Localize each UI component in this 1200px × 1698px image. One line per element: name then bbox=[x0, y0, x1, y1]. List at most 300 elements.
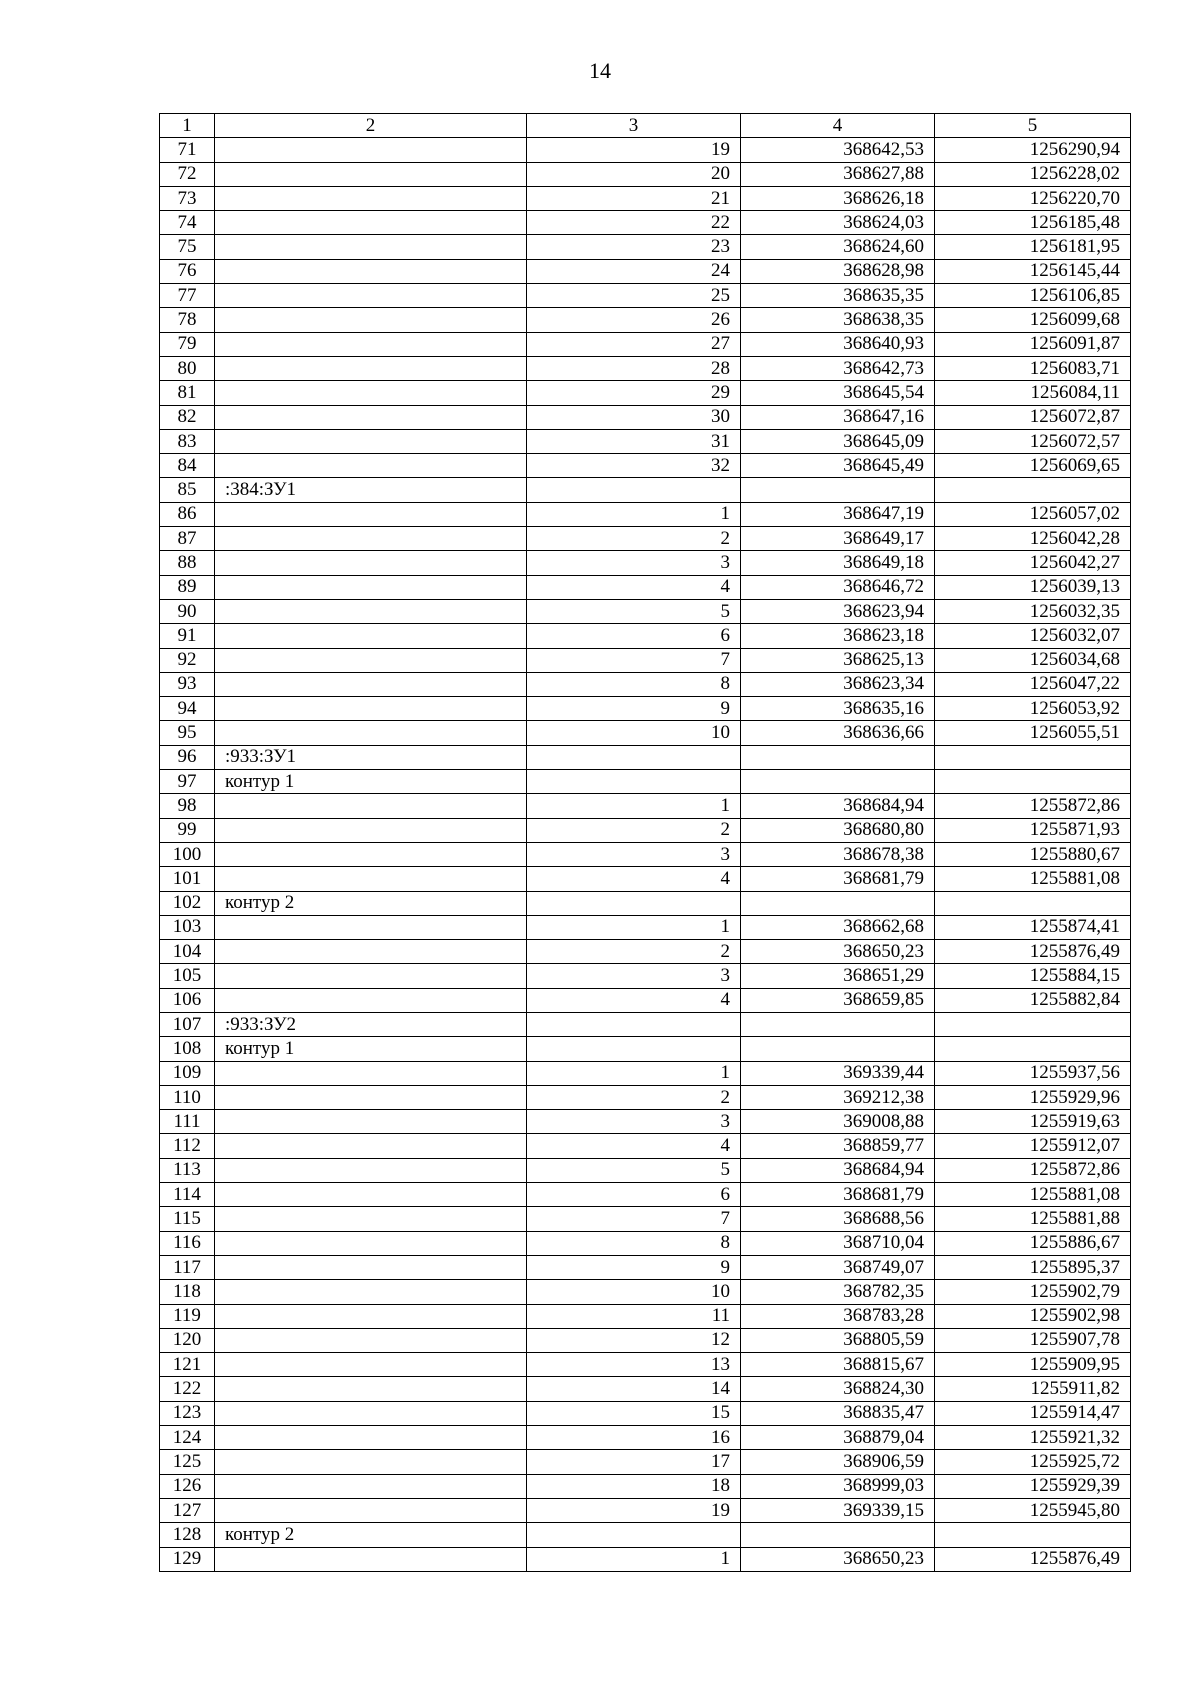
x-coordinate-cell bbox=[741, 891, 935, 915]
designation-cell bbox=[215, 429, 527, 453]
x-coordinate-cell: 368805,59 bbox=[741, 1328, 935, 1352]
designation-cell bbox=[215, 1207, 527, 1231]
point-number-cell: 6 bbox=[527, 1183, 741, 1207]
designation-cell bbox=[215, 1377, 527, 1401]
designation-cell bbox=[215, 1183, 527, 1207]
row-number-cell: 79 bbox=[160, 332, 215, 356]
row-number-cell: 112 bbox=[160, 1134, 215, 1158]
row-number-cell: 101 bbox=[160, 867, 215, 891]
y-coordinate-cell bbox=[935, 1037, 1131, 1061]
row-number-cell: 73 bbox=[160, 186, 215, 210]
designation-cell bbox=[215, 599, 527, 623]
row-number-cell: 90 bbox=[160, 599, 215, 623]
table-row bbox=[160, 915, 1131, 939]
point-number-cell: 19 bbox=[527, 1498, 741, 1522]
x-coordinate-cell: 368623,94 bbox=[741, 599, 935, 623]
row-number-cell: 128 bbox=[160, 1523, 215, 1547]
row-number-cell: 122 bbox=[160, 1377, 215, 1401]
table-row bbox=[160, 1255, 1131, 1279]
x-coordinate-cell: 368662,68 bbox=[741, 915, 935, 939]
table-row bbox=[160, 405, 1131, 429]
x-coordinate-cell: 368623,34 bbox=[741, 672, 935, 696]
x-coordinate-cell: 368879,04 bbox=[741, 1426, 935, 1450]
point-number-cell: 23 bbox=[527, 235, 741, 259]
point-number-cell: 4 bbox=[527, 575, 741, 599]
x-coordinate-cell: 368659,85 bbox=[741, 988, 935, 1012]
x-coordinate-cell: 368650,23 bbox=[741, 1547, 935, 1571]
row-number-cell: 103 bbox=[160, 915, 215, 939]
table-row bbox=[160, 1426, 1131, 1450]
designation-cell bbox=[215, 381, 527, 405]
coordinates-table bbox=[159, 113, 1131, 1572]
designation-cell bbox=[215, 162, 527, 186]
point-number-cell: 7 bbox=[527, 1207, 741, 1231]
y-coordinate-cell: 1255881,88 bbox=[935, 1207, 1131, 1231]
x-coordinate-cell: 368651,29 bbox=[741, 964, 935, 988]
row-number-cell: 123 bbox=[160, 1401, 215, 1425]
x-coordinate-cell bbox=[741, 745, 935, 769]
point-number-cell: 3 bbox=[527, 551, 741, 575]
designation-cell bbox=[215, 356, 527, 380]
table-row bbox=[160, 1547, 1131, 1571]
y-coordinate-cell: 1256039,13 bbox=[935, 575, 1131, 599]
point-number-cell: 3 bbox=[527, 842, 741, 866]
point-number-cell: 11 bbox=[527, 1304, 741, 1328]
table-row bbox=[160, 138, 1131, 162]
y-coordinate-cell: 1256145,44 bbox=[935, 259, 1131, 283]
table-row bbox=[160, 648, 1131, 672]
designation-cell bbox=[215, 454, 527, 478]
designation-cell bbox=[215, 1450, 527, 1474]
point-number-cell: 15 bbox=[527, 1401, 741, 1425]
designation-cell bbox=[215, 1328, 527, 1352]
table-row bbox=[160, 624, 1131, 648]
row-number-cell: 98 bbox=[160, 794, 215, 818]
table-row bbox=[160, 721, 1131, 745]
designation-cell bbox=[215, 1110, 527, 1134]
table-row bbox=[160, 186, 1131, 210]
designation-cell bbox=[215, 1498, 527, 1522]
point-number-cell bbox=[527, 891, 741, 915]
table-row bbox=[160, 162, 1131, 186]
y-coordinate-cell: 1256042,28 bbox=[935, 527, 1131, 551]
x-coordinate-cell: 368782,35 bbox=[741, 1280, 935, 1304]
y-coordinate-cell: 1255881,08 bbox=[935, 1183, 1131, 1207]
designation-cell bbox=[215, 964, 527, 988]
designation-cell: контур 1 bbox=[215, 770, 527, 794]
x-coordinate-cell: 368624,60 bbox=[741, 235, 935, 259]
designation-cell bbox=[215, 502, 527, 526]
point-number-cell: 3 bbox=[527, 964, 741, 988]
designation-cell bbox=[215, 1426, 527, 1450]
table-row bbox=[160, 794, 1131, 818]
y-coordinate-cell: 1255902,79 bbox=[935, 1280, 1131, 1304]
y-coordinate-cell: 1255882,84 bbox=[935, 988, 1131, 1012]
designation-cell bbox=[215, 648, 527, 672]
designation-cell bbox=[215, 284, 527, 308]
x-coordinate-cell: 368628,98 bbox=[741, 259, 935, 283]
row-number-cell: 96 bbox=[160, 745, 215, 769]
y-coordinate-cell: 1256091,87 bbox=[935, 332, 1131, 356]
point-number-cell: 22 bbox=[527, 211, 741, 235]
y-coordinate-cell: 1255872,86 bbox=[935, 1158, 1131, 1182]
table-row bbox=[160, 429, 1131, 453]
x-coordinate-cell bbox=[741, 770, 935, 794]
y-coordinate-cell: 1256047,22 bbox=[935, 672, 1131, 696]
row-number-cell: 102 bbox=[160, 891, 215, 915]
y-coordinate-cell: 1255880,67 bbox=[935, 842, 1131, 866]
designation-cell bbox=[215, 672, 527, 696]
table-row bbox=[160, 697, 1131, 721]
point-number-cell: 10 bbox=[527, 1280, 741, 1304]
row-number-cell: 116 bbox=[160, 1231, 215, 1255]
table-row bbox=[160, 478, 1131, 502]
y-coordinate-cell: 1256055,51 bbox=[935, 721, 1131, 745]
row-number-cell: 115 bbox=[160, 1207, 215, 1231]
x-coordinate-cell: 369339,44 bbox=[741, 1061, 935, 1085]
page-number: 14 bbox=[589, 58, 611, 83]
point-number-cell: 32 bbox=[527, 454, 741, 478]
x-coordinate-cell: 368783,28 bbox=[741, 1304, 935, 1328]
point-number-cell: 20 bbox=[527, 162, 741, 186]
designation-cell bbox=[215, 1158, 527, 1182]
header-cell-1: 1 bbox=[160, 114, 215, 138]
y-coordinate-cell: 1256057,02 bbox=[935, 502, 1131, 526]
x-coordinate-cell: 368645,09 bbox=[741, 429, 935, 453]
point-number-cell: 17 bbox=[527, 1450, 741, 1474]
row-number-cell: 129 bbox=[160, 1547, 215, 1571]
designation-cell bbox=[215, 988, 527, 1012]
table-row bbox=[160, 1450, 1131, 1474]
y-coordinate-cell bbox=[935, 745, 1131, 769]
table-row bbox=[160, 284, 1131, 308]
x-coordinate-cell: 368645,54 bbox=[741, 381, 935, 405]
designation-cell bbox=[215, 867, 527, 891]
y-coordinate-cell: 1256290,94 bbox=[935, 138, 1131, 162]
point-number-cell: 8 bbox=[527, 1231, 741, 1255]
designation-cell bbox=[215, 1134, 527, 1158]
point-number-cell: 5 bbox=[527, 1158, 741, 1182]
table-row bbox=[160, 1110, 1131, 1134]
point-number-cell: 1 bbox=[527, 915, 741, 939]
table-row bbox=[160, 235, 1131, 259]
table-row bbox=[160, 964, 1131, 988]
y-coordinate-cell: 1255874,41 bbox=[935, 915, 1131, 939]
row-number-cell: 87 bbox=[160, 527, 215, 551]
designation-cell bbox=[215, 1401, 527, 1425]
table-row bbox=[160, 1134, 1131, 1158]
point-number-cell: 4 bbox=[527, 1134, 741, 1158]
x-coordinate-cell: 369339,15 bbox=[741, 1498, 935, 1522]
row-number-cell: 92 bbox=[160, 648, 215, 672]
point-number-cell bbox=[527, 1037, 741, 1061]
table-row bbox=[160, 818, 1131, 842]
y-coordinate-cell: 1255895,37 bbox=[935, 1255, 1131, 1279]
table-row bbox=[160, 988, 1131, 1012]
table-body bbox=[160, 138, 1131, 1572]
y-coordinate-cell: 1256099,68 bbox=[935, 308, 1131, 332]
x-coordinate-cell: 368635,35 bbox=[741, 284, 935, 308]
x-coordinate-cell: 368636,66 bbox=[741, 721, 935, 745]
x-coordinate-cell bbox=[741, 1523, 935, 1547]
table-row bbox=[160, 381, 1131, 405]
row-number-cell: 105 bbox=[160, 964, 215, 988]
row-number-cell: 118 bbox=[160, 1280, 215, 1304]
x-coordinate-cell bbox=[741, 1012, 935, 1036]
table-row bbox=[160, 1085, 1131, 1109]
table-row bbox=[160, 1377, 1131, 1401]
y-coordinate-cell bbox=[935, 770, 1131, 794]
x-coordinate-cell: 368626,18 bbox=[741, 186, 935, 210]
row-number-cell: 86 bbox=[160, 502, 215, 526]
x-coordinate-cell: 368688,56 bbox=[741, 1207, 935, 1231]
designation-cell bbox=[215, 624, 527, 648]
table-row bbox=[160, 332, 1131, 356]
row-number-cell: 111 bbox=[160, 1110, 215, 1134]
row-number-cell: 125 bbox=[160, 1450, 215, 1474]
y-coordinate-cell: 1256032,35 bbox=[935, 599, 1131, 623]
y-coordinate-cell: 1255921,32 bbox=[935, 1426, 1131, 1450]
x-coordinate-cell: 368624,03 bbox=[741, 211, 935, 235]
designation-cell bbox=[215, 842, 527, 866]
y-coordinate-cell: 1255919,63 bbox=[935, 1110, 1131, 1134]
y-coordinate-cell bbox=[935, 1523, 1131, 1547]
table-row bbox=[160, 1280, 1131, 1304]
designation-cell bbox=[215, 138, 527, 162]
y-coordinate-cell: 1255907,78 bbox=[935, 1328, 1131, 1352]
row-number-cell: 74 bbox=[160, 211, 215, 235]
point-number-cell: 12 bbox=[527, 1328, 741, 1352]
table-row bbox=[160, 259, 1131, 283]
row-number-cell: 93 bbox=[160, 672, 215, 696]
y-coordinate-cell: 1256069,65 bbox=[935, 454, 1131, 478]
x-coordinate-cell: 368647,19 bbox=[741, 502, 935, 526]
y-coordinate-cell: 1256042,27 bbox=[935, 551, 1131, 575]
x-coordinate-cell: 369008,88 bbox=[741, 1110, 935, 1134]
table-row bbox=[160, 842, 1131, 866]
row-number-cell: 76 bbox=[160, 259, 215, 283]
point-number-cell: 14 bbox=[527, 1377, 741, 1401]
point-number-cell: 10 bbox=[527, 721, 741, 745]
table-row bbox=[160, 867, 1131, 891]
table-row bbox=[160, 1304, 1131, 1328]
y-coordinate-cell: 1255925,72 bbox=[935, 1450, 1131, 1474]
x-coordinate-cell: 369212,38 bbox=[741, 1085, 935, 1109]
designation-cell bbox=[215, 332, 527, 356]
table-row bbox=[160, 940, 1131, 964]
designation-cell bbox=[215, 527, 527, 551]
row-number-cell: 127 bbox=[160, 1498, 215, 1522]
y-coordinate-cell: 1256083,71 bbox=[935, 356, 1131, 380]
table-row bbox=[160, 502, 1131, 526]
point-number-cell bbox=[527, 1012, 741, 1036]
row-number-cell: 80 bbox=[160, 356, 215, 380]
designation-cell bbox=[215, 259, 527, 283]
row-number-cell: 106 bbox=[160, 988, 215, 1012]
point-number-cell: 13 bbox=[527, 1353, 741, 1377]
y-coordinate-cell: 1255876,49 bbox=[935, 940, 1131, 964]
row-number-cell: 124 bbox=[160, 1426, 215, 1450]
table-header bbox=[160, 114, 1131, 138]
table-row bbox=[160, 356, 1131, 380]
x-coordinate-cell: 368642,73 bbox=[741, 356, 935, 380]
x-coordinate-cell: 368710,04 bbox=[741, 1231, 935, 1255]
point-number-cell: 1 bbox=[527, 502, 741, 526]
point-number-cell: 6 bbox=[527, 624, 741, 648]
x-coordinate-cell: 368625,13 bbox=[741, 648, 935, 672]
designation-cell bbox=[215, 1231, 527, 1255]
x-coordinate-cell: 368678,38 bbox=[741, 842, 935, 866]
table-row bbox=[160, 1231, 1131, 1255]
x-coordinate-cell: 368684,94 bbox=[741, 794, 935, 818]
x-coordinate-cell: 368642,53 bbox=[741, 138, 935, 162]
row-number-cell: 97 bbox=[160, 770, 215, 794]
point-number-cell: 29 bbox=[527, 381, 741, 405]
y-coordinate-cell: 1256072,57 bbox=[935, 429, 1131, 453]
row-number-cell: 117 bbox=[160, 1255, 215, 1279]
x-coordinate-cell: 368650,23 bbox=[741, 940, 935, 964]
header-row bbox=[160, 114, 1131, 138]
designation-cell bbox=[215, 721, 527, 745]
y-coordinate-cell: 1255912,07 bbox=[935, 1134, 1131, 1158]
row-number-cell: 71 bbox=[160, 138, 215, 162]
designation-cell bbox=[215, 575, 527, 599]
table-row bbox=[160, 1353, 1131, 1377]
designation-cell bbox=[215, 1304, 527, 1328]
point-number-cell: 9 bbox=[527, 1255, 741, 1279]
header-cell-4: 4 bbox=[741, 114, 935, 138]
y-coordinate-cell: 1255871,93 bbox=[935, 818, 1131, 842]
row-number-cell: 94 bbox=[160, 697, 215, 721]
x-coordinate-cell: 368681,79 bbox=[741, 867, 935, 891]
y-coordinate-cell: 1256228,02 bbox=[935, 162, 1131, 186]
table-row bbox=[160, 1523, 1131, 1547]
point-number-cell: 21 bbox=[527, 186, 741, 210]
y-coordinate-cell: 1256185,48 bbox=[935, 211, 1131, 235]
y-coordinate-cell: 1256034,68 bbox=[935, 648, 1131, 672]
y-coordinate-cell: 1255886,67 bbox=[935, 1231, 1131, 1255]
designation-cell: контур 2 bbox=[215, 891, 527, 915]
point-number-cell: 5 bbox=[527, 599, 741, 623]
table-row bbox=[160, 1328, 1131, 1352]
x-coordinate-cell: 368647,16 bbox=[741, 405, 935, 429]
point-number-cell: 18 bbox=[527, 1474, 741, 1498]
designation-cell bbox=[215, 551, 527, 575]
designation-cell bbox=[215, 794, 527, 818]
y-coordinate-cell: 1256220,70 bbox=[935, 186, 1131, 210]
x-coordinate-cell: 368627,88 bbox=[741, 162, 935, 186]
designation-cell bbox=[215, 818, 527, 842]
header-cell-5: 5 bbox=[935, 114, 1131, 138]
row-number-cell: 89 bbox=[160, 575, 215, 599]
table-row bbox=[160, 308, 1131, 332]
point-number-cell: 2 bbox=[527, 1085, 741, 1109]
point-number-cell: 16 bbox=[527, 1426, 741, 1450]
designation-cell: :933:ЗУ1 bbox=[215, 745, 527, 769]
y-coordinate-cell: 1255884,15 bbox=[935, 964, 1131, 988]
point-number-cell: 26 bbox=[527, 308, 741, 332]
table-row bbox=[160, 1401, 1131, 1425]
y-coordinate-cell: 1255881,08 bbox=[935, 867, 1131, 891]
y-coordinate-cell: 1255876,49 bbox=[935, 1547, 1131, 1571]
point-number-cell: 30 bbox=[527, 405, 741, 429]
x-coordinate-cell: 368649,17 bbox=[741, 527, 935, 551]
y-coordinate-cell: 1256106,85 bbox=[935, 284, 1131, 308]
designation-cell bbox=[215, 186, 527, 210]
point-number-cell: 4 bbox=[527, 867, 741, 891]
designation-cell: контур 2 bbox=[215, 1523, 527, 1547]
x-coordinate-cell: 368646,72 bbox=[741, 575, 935, 599]
row-number-cell: 81 bbox=[160, 381, 215, 405]
x-coordinate-cell: 368680,80 bbox=[741, 818, 935, 842]
y-coordinate-cell bbox=[935, 1012, 1131, 1036]
y-coordinate-cell: 1256181,95 bbox=[935, 235, 1131, 259]
point-number-cell: 24 bbox=[527, 259, 741, 283]
table-row bbox=[160, 1158, 1131, 1182]
row-number-cell: 109 bbox=[160, 1061, 215, 1085]
designation-cell bbox=[215, 1474, 527, 1498]
point-number-cell: 3 bbox=[527, 1110, 741, 1134]
table-row bbox=[160, 1474, 1131, 1498]
row-number-cell: 82 bbox=[160, 405, 215, 429]
row-number-cell: 119 bbox=[160, 1304, 215, 1328]
designation-cell bbox=[215, 1255, 527, 1279]
row-number-cell: 121 bbox=[160, 1353, 215, 1377]
row-number-cell: 100 bbox=[160, 842, 215, 866]
row-number-cell: 88 bbox=[160, 551, 215, 575]
y-coordinate-cell: 1256072,87 bbox=[935, 405, 1131, 429]
designation-cell: контур 1 bbox=[215, 1037, 527, 1061]
x-coordinate-cell: 368649,18 bbox=[741, 551, 935, 575]
point-number-cell: 7 bbox=[527, 648, 741, 672]
point-number-cell bbox=[527, 770, 741, 794]
point-number-cell: 1 bbox=[527, 794, 741, 818]
row-number-cell: 84 bbox=[160, 454, 215, 478]
row-number-cell: 91 bbox=[160, 624, 215, 648]
table-row bbox=[160, 1207, 1131, 1231]
point-number-cell: 25 bbox=[527, 284, 741, 308]
point-number-cell: 1 bbox=[527, 1547, 741, 1571]
x-coordinate-cell: 368635,16 bbox=[741, 697, 935, 721]
designation-cell bbox=[215, 405, 527, 429]
x-coordinate-cell: 368859,77 bbox=[741, 1134, 935, 1158]
x-coordinate-cell: 368999,03 bbox=[741, 1474, 935, 1498]
designation-cell: :933:ЗУ2 bbox=[215, 1012, 527, 1036]
table-row bbox=[160, 1037, 1131, 1061]
row-number-cell: 110 bbox=[160, 1085, 215, 1109]
point-number-cell: 27 bbox=[527, 332, 741, 356]
point-number-cell: 19 bbox=[527, 138, 741, 162]
designation-cell bbox=[215, 940, 527, 964]
row-number-cell: 78 bbox=[160, 308, 215, 332]
point-number-cell: 4 bbox=[527, 988, 741, 1012]
table-row bbox=[160, 1061, 1131, 1085]
point-number-cell: 8 bbox=[527, 672, 741, 696]
point-number-cell: 31 bbox=[527, 429, 741, 453]
designation-cell bbox=[215, 1085, 527, 1109]
row-number-cell: 99 bbox=[160, 818, 215, 842]
y-coordinate-cell: 1255909,95 bbox=[935, 1353, 1131, 1377]
row-number-cell: 72 bbox=[160, 162, 215, 186]
header-cell-2: 2 bbox=[215, 114, 527, 138]
point-number-cell bbox=[527, 478, 741, 502]
point-number-cell bbox=[527, 745, 741, 769]
y-coordinate-cell: 1255945,80 bbox=[935, 1498, 1131, 1522]
designation-cell bbox=[215, 1061, 527, 1085]
row-number-cell: 95 bbox=[160, 721, 215, 745]
y-coordinate-cell: 1255929,96 bbox=[935, 1085, 1131, 1109]
table-row bbox=[160, 745, 1131, 769]
